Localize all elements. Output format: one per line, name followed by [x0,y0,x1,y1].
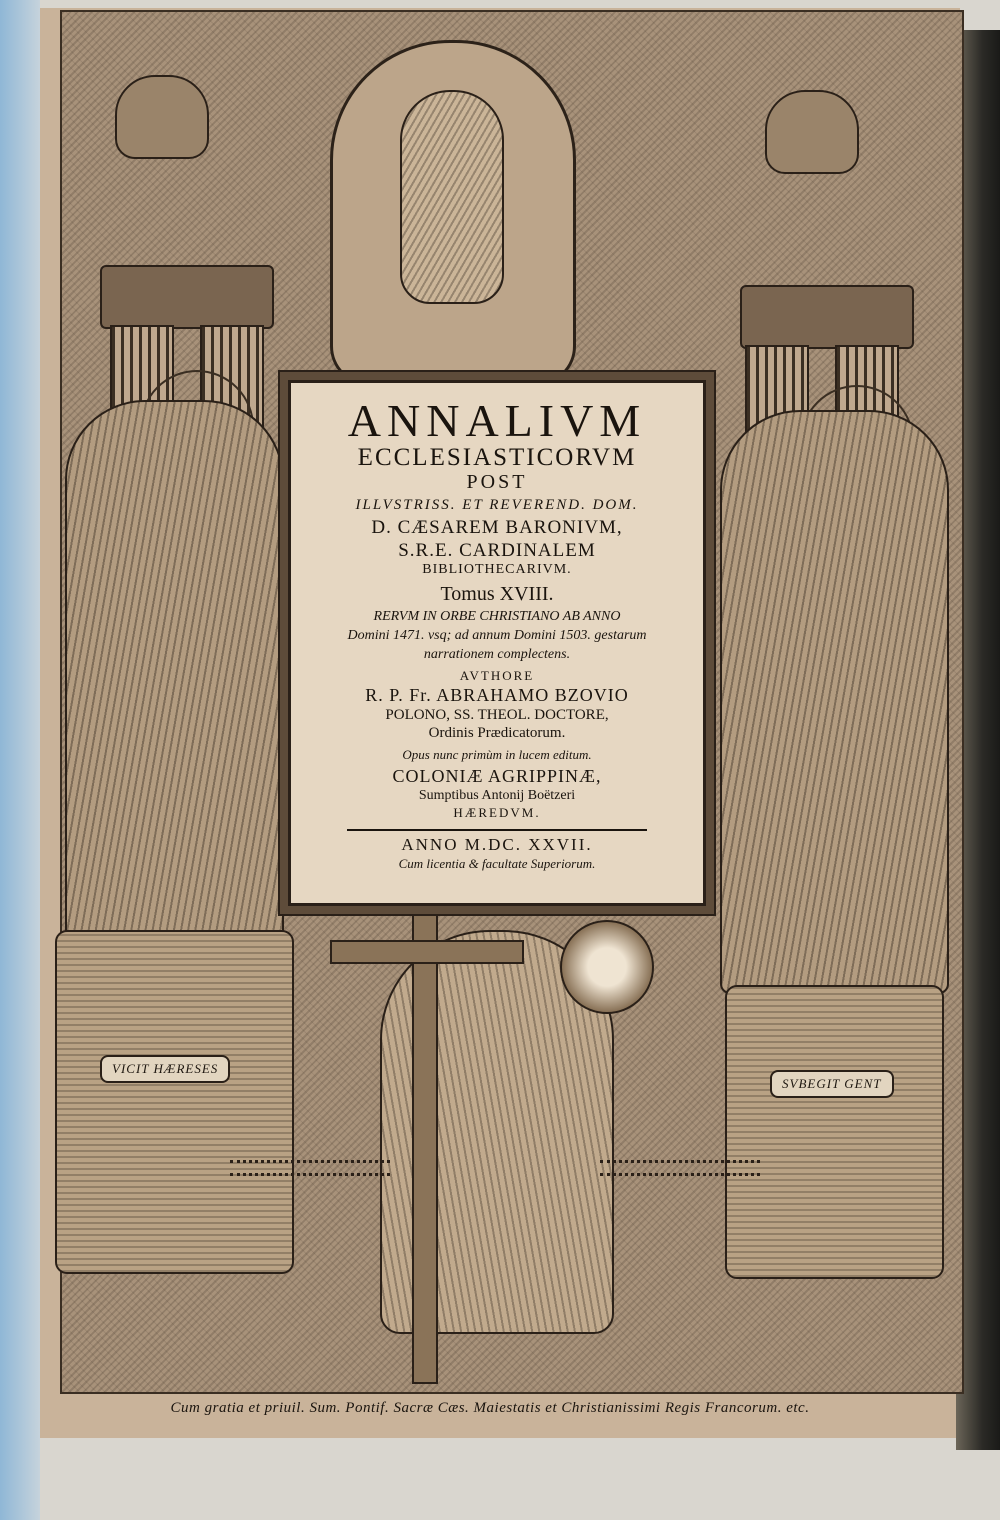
background-edge [0,0,40,1520]
scope-line-3: narrationem complectens. [423,647,571,662]
title-line-3: POST [466,471,528,493]
publisher-line-2: HÆREDVM. [453,805,541,820]
edition-note: Opus nunc primùm in lucem editum. [402,747,592,762]
cross-vertical [412,900,438,1384]
author-name: R. P. Fr. ABRAHAMO BZOVIO [365,685,629,705]
right-pedestal [725,985,944,1279]
right-chain [600,1160,760,1176]
saint-peter-statue [65,400,284,944]
author-order: Ordinis Prædicatorum. [428,725,566,741]
saint-paul-statue [720,410,949,994]
scope-line-1: RERVM IN ORBE CHRISTIANO AB ANNO [373,609,621,624]
title-rule [347,829,647,831]
dove-glory-icon [560,920,654,1014]
title-line-4: ILLVSTRISS. ET REVEREND. DOM. [355,497,639,513]
madonna-icon-illustration [400,90,504,304]
title-line-6: S.R.E. CARDINALEM [398,540,596,561]
left-pedestal [55,930,294,1274]
privilege-line: Cum gratia et priuil. Sum. Pontif. Sacræ Cæs. Maiestatis et Christianissimi Regis Francorum. etc. [170,1400,810,1416]
title-panel [288,380,706,906]
title-line-2: ECCLESIASTICORVM [357,444,637,471]
left-urn-illustration [115,75,209,159]
imprint-place: COLONIÆ AGRIPPINÆ, [392,766,602,786]
right-urn-illustration [765,90,859,174]
author-label: AVTHORE [459,668,535,683]
right-pedestal-banner: SVBEGIT GENT [770,1070,894,1098]
left-column-capital [100,265,274,329]
right-column-capital [740,285,914,349]
title-line-7: BIBLIOTHECARIVM. [422,562,572,577]
license-note: Cum licentia & facultate Superiorum. [398,856,596,871]
cross-horizontal [330,940,524,964]
title-line-1: ANNALIVM [347,395,647,446]
imprint-year: ANNO M.DC. XXVII. [401,835,593,854]
left-pedestal-banner: VICIT HÆRESES [100,1055,230,1083]
scope-line-2: Domini 1471. vsq; ad annum Domini 1503. gestarum [347,628,647,643]
title-line-5: D. CÆSAREM BARONIVM, [371,517,623,538]
publisher-line-1: Sumptibus Antonij Boëtzeri [418,788,576,803]
left-chain [230,1160,390,1176]
author-title: POLONO, SS. THEOL. DOCTORE, [385,707,609,723]
volume-number: Tomus XVIII. [440,583,554,605]
